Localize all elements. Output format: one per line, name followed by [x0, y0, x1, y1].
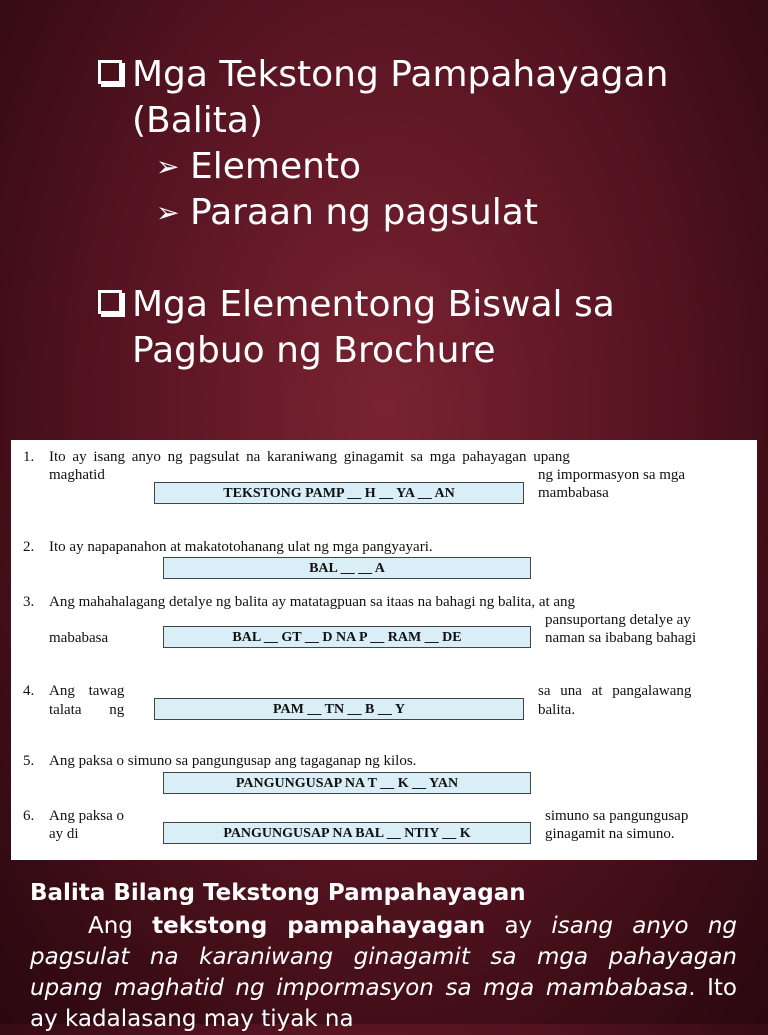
answer-field: PANGUNGUSAP NA T __ K __ YAN: [163, 772, 531, 794]
question-text: balita.: [538, 702, 576, 718]
body-paragraph: [30, 911, 737, 1035]
para-italic-definition: isang anyo ng pagsulat na karaniwang ginagamit sa mga pahayagan upang maghatid ng impormasyon sa mga mambabasa: [30, 913, 737, 1001]
question-text: Ang paksa o simuno sa pangungusap ang tagaganap ng kilos.: [49, 753, 417, 769]
question-number: 5.: [23, 753, 35, 769]
answer-field: PAM __ TN __ B __ Y: [154, 698, 524, 720]
para-text: Ang: [88, 913, 153, 939]
answer-field: BAL __ GT __ D NA P __ RAM __ DE: [163, 626, 531, 648]
bullet-text: Mga Tekstong Pampahayagan (Balita): [132, 54, 669, 141]
bullet-item: [98, 282, 738, 374]
question-number: 6.: [23, 808, 35, 824]
sub-bullet-item: [98, 190, 738, 236]
answer-field: TEKSTONG PAMP __ H __ YA __ AN: [154, 482, 524, 504]
sub-bullet-text: Elemento: [190, 146, 362, 187]
sub-bullet-item: [98, 144, 738, 190]
question-number: 3.: [23, 594, 35, 610]
question-text: pansuportang detalye ay: [545, 612, 691, 628]
question-text: Ito ay isang anyo ng pagsulat na karaniwang ginagamit sa mga pahayagan upang: [49, 449, 570, 465]
question-text: maghatid: [49, 467, 105, 483]
question-text: sa una at pangalawang: [538, 683, 692, 699]
question-number: 2.: [23, 539, 35, 555]
worksheet-image: [11, 440, 757, 860]
para-text: . Ito ay kadalasang may tiyak na: [30, 975, 738, 1032]
answer-field: PANGUNGUSAP NA BAL __ NTIY __ K: [163, 822, 531, 844]
question-text: simuno sa pangungusap: [545, 808, 689, 824]
sub-bullet-text: Paraan ng pagsulat: [190, 192, 538, 233]
checkbox-bullet-icon: [98, 290, 122, 314]
arrow-bullet-icon: ➢: [156, 196, 180, 229]
section-heading: Balita Bilang Tekstong Pampahayagan: [30, 880, 526, 906]
question-text: naman sa ibabang bahagi: [545, 630, 697, 646]
question-text: mambabasa: [538, 485, 609, 501]
answer-field: BAL __ __ A: [163, 557, 531, 579]
question-text: Ito ay napapanahon at makatotohanang ulat ng mga pangyayari.: [49, 539, 433, 555]
question-text: ng impormasyon sa mga: [538, 467, 686, 483]
slide-bullets: [98, 52, 738, 374]
question-text: ay di: [49, 826, 79, 842]
para-bold-term: tekstong pampahayagan: [152, 913, 486, 939]
bullet-text: Mga Elementong Biswal sa Pagbuo ng Brochure: [132, 284, 615, 371]
checkbox-bullet-icon: [98, 60, 122, 84]
question-text: ginagamit na simuno.: [545, 826, 675, 842]
question-text: Ang paksa o: [49, 808, 124, 824]
question-text: Ang mahahalagang detalye ng balita ay matatagpuan sa itaas na bahagi ng balita, at ang: [49, 594, 576, 610]
para-text: ay: [485, 913, 552, 939]
arrow-bullet-icon: ➢: [156, 150, 180, 183]
question-text: Ang tawag: [49, 683, 125, 699]
question-text: mababasa: [49, 630, 109, 646]
bullet-item: [98, 52, 738, 144]
question-text: talata ng: [49, 702, 125, 718]
question-number: 1.: [23, 449, 35, 465]
question-number: 4.: [23, 683, 35, 699]
